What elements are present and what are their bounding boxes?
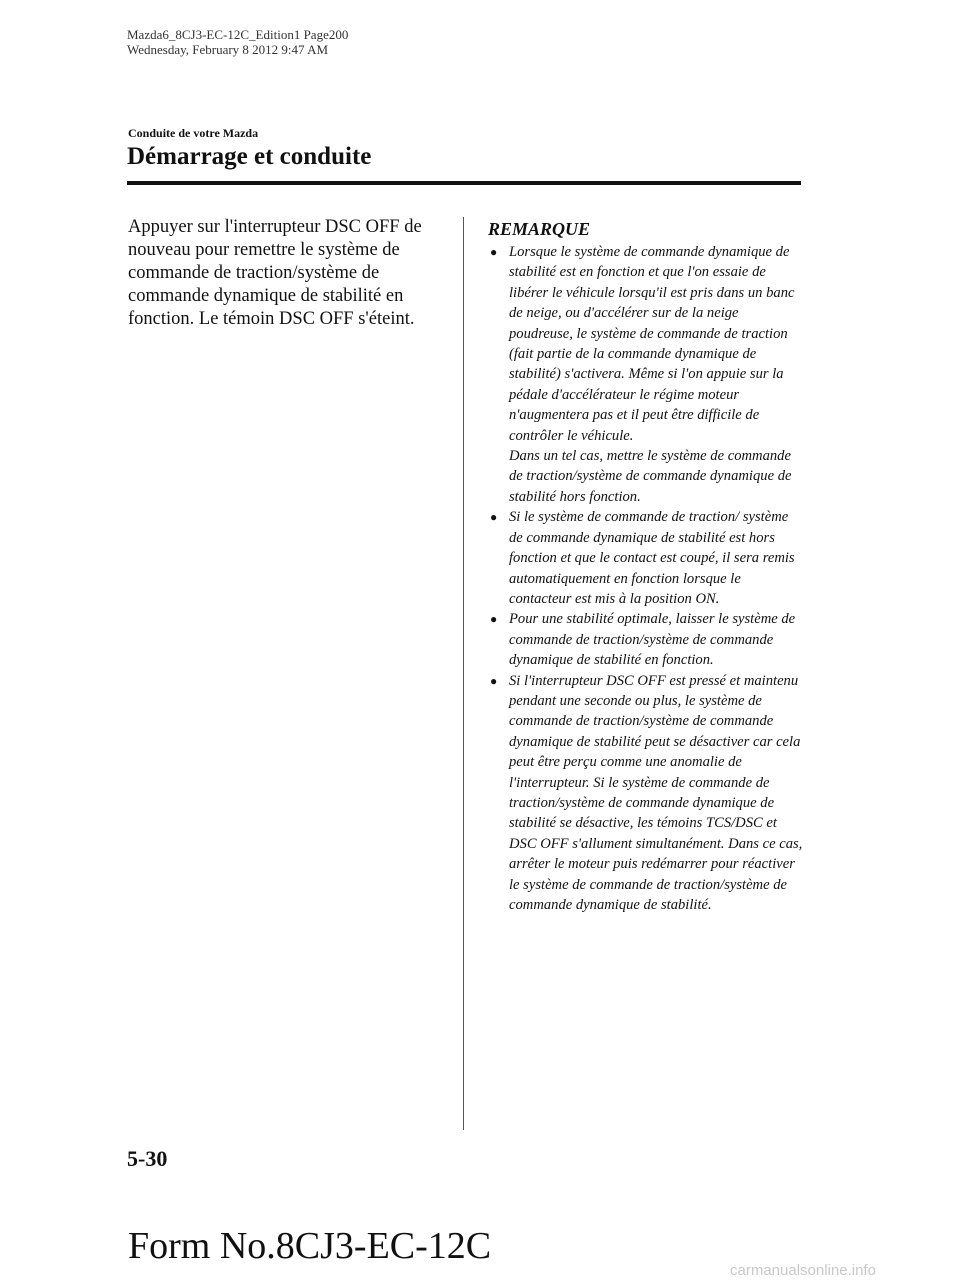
note-heading: REMARQUE: [488, 219, 591, 239]
note-item-text: Lorsque le système de commande dynamique de stabilité est en fonction et que l'on essaie de libérer le véhicule lorsqu'il est pris dans un banc de neige, ou d'accélérer sur de la neige poudreuse, le système de commande de traction (fait partie de la commande dynamique de stabilité) s'activera. Même si l'on appuie sur la pédale d'accélérateur le régime moteur n'augmentera pas et il peut être difficile de contrôler le véhicule.: [509, 244, 795, 444]
body-paragraph: Appuyer sur l'interrupteur DSC OFF de nouveau pour remettre le système de commande de traction/système de commande dynamique de stabilité en fonction. Le témoin DSC OFF s'éteint.: [128, 217, 422, 329]
bullet-icon: ●: [490, 673, 498, 688]
page-title: Démarrage et conduite: [127, 143, 372, 170]
bullet-icon: ●: [490, 510, 498, 525]
note-item-text: Si le système de commande de traction/ système de commande dynamique de stabilité est hors fonction et que le contact est coupé, il sera remis automatiquement en fonction lorsque le contacteur est mis à la position ON.: [509, 509, 795, 607]
title-rule: [127, 181, 801, 185]
note-item: [488, 609, 804, 670]
note-item: [488, 507, 804, 609]
note-item: [488, 242, 804, 507]
note-box: [488, 218, 804, 915]
watermark: carmanualsonline.info: [730, 1262, 876, 1279]
print-info: [127, 27, 348, 57]
page-number: 5-30: [127, 1146, 168, 1171]
print-info-line-2: Wednesday, February 8 2012 9:47 AM: [127, 42, 329, 57]
form-number: Form No.8CJ3-EC-12C: [128, 1225, 492, 1267]
bullet-icon: ●: [490, 245, 498, 259]
note-item-extra-text: Dans un tel cas, mettre le système de commande de traction/système de commande dynamique de stabilité hors fonction.: [509, 448, 792, 505]
section-label: Conduite de votre Mazda: [128, 126, 259, 140]
print-info-line-1: Mazda6_8CJ3-EC-12C_Edition1 Page200: [127, 27, 349, 42]
bullet-icon: ●: [490, 612, 498, 627]
left-column: [128, 216, 438, 331]
note-item: [488, 671, 804, 916]
note-list: [488, 242, 804, 915]
note-item-text: Pour une stabilité optimale, laisser le système de commande de traction/système de commande dynamique de stabilité en fonction.: [509, 611, 796, 669]
note-item-text: Si l'interrupteur DSC OFF est pressé et maintenu pendant une seconde ou plus, le système de commande de traction/système de commande dynamique de stabilité peut se désactiver car cela peut être perçu comme une anomalie de l'interrupteur. Si le système de commande de traction/système de commande dynamique de stabilité se désactive, les témoins TCS/DSC et DSC OFF s'allument simultanément. Dans ce cas, arrêter le moteur puis redémarrer pour réactiver le système de commande de traction/système de commande dynamique de stabilité.: [509, 672, 803, 913]
column-divider: [463, 217, 464, 1130]
